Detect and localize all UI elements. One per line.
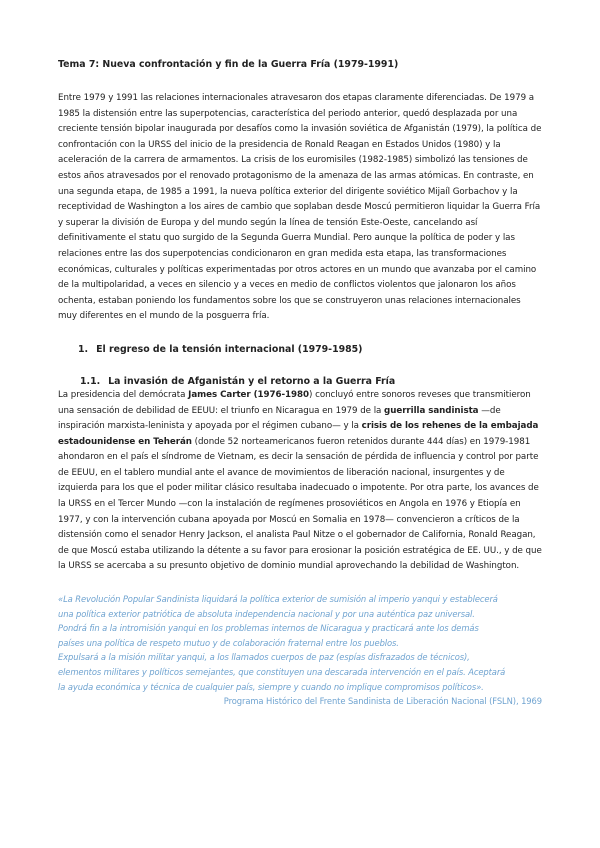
section-1-number: 1.: [78, 343, 89, 355]
text-run: —de inspiración marxista-leninista y apoyada por el régimen cubano— y la: [58, 405, 501, 432]
text-run: La presidencia del demócrata: [58, 389, 189, 400]
bold-run: crisis de los rehenes de la embajada estadounidense en Teherán: [58, 421, 539, 447]
quote-line: Expulsará a la misión militar yanqui, a los llamados cuerpos de paz (espías disfrazados de técnicos),: [58, 652, 470, 663]
section-1-1-number: 1.1.: [80, 375, 101, 387]
fsln-quote: [58, 592, 542, 709]
text-run: ) concluyó entre sonoros reveses que transmitieron una sensación de debilidad de EEUU: el triunfo en Nicaragua en 1979 de la: [58, 389, 531, 416]
quote-line: la ayuda económica y técnica de cualquier país, siempre y cuando no implique compromisos políticos».: [58, 681, 484, 692]
quote-line: «La Revolución Popular Sandinista liquidará la política exterior de sumisión al imperio yanqui y establecerá: [58, 594, 498, 605]
section-1-title: El regreso de la tensión internacional (1979-1985): [96, 343, 363, 355]
bold-run: James Carter (1976-1980: [188, 389, 310, 400]
bold-run: guerrilla sandinista: [384, 405, 479, 416]
quote-line: países una política de respeto mutuo y de colaboración fraternal entre los pueblos.: [58, 637, 399, 648]
quote-source: Programa Histórico del Frente Sandinista de Liberación Nacional (FSLN), 1969: [223, 696, 542, 707]
intro-paragraph: Entre 1979 y 1991 las relaciones internacionales atravesaron dos etapas claramente diferenciadas. De 1979 a 1985 la distensión entre las superpotencias, característica del periodo anterior, quedó desplazada por una creciente tensión bipolar inaugurada por desafíos como la invasión soviética de Afganistán (1979), la política de confrontación con la URSS del inicio de la presidencia de Ronald Reagan en Estados Unidos (1980) y la aceleración de la carrera de armamentos. La crisis de los euromisiles (1982-1985) simbolizó las tensiones de estos años atravesados por el renovado protagonismo de la amenaza de las armas atómicas. En contraste, en una segunda etapa, de 1985 a 1991, la nueva política exterior del dirigente soviético Mijaíl Gorbachov y la receptividad de Washington a los aires de cambio que soplaban desde Moscú permitieron liquidar la Guerra Fría y superar la división de Europa y del mundo según la línea de tensión Este-Oeste, cancelando así definitivamente el statu quo surgido de la Segunda Guerra Mundial. Pero aunque la política de poder y las relaciones entre las dos superpotencias condicionaron en gran medida esta etapa, las transformaciones económicas, culturales y políticas experimentadas por otros actores en un mundo que avanzaba por el camino de la multipolaridad, a veces en silencio y a veces en medio de conflictos violentos que jalonaron los años ochenta, estaban poniendo los fundamentos sobre los que se construyeron unas relaciones internacionales muy diferentes en el mundo de la posguerra fría.: [58, 93, 542, 322]
document-title: Tema 7: Nueva confrontación y fin de la Guerra Fría (1979-1991): [58, 59, 399, 70]
section-1-1-title: La invasión de Afganistán y el retorno a la Guerra Fría: [108, 375, 396, 387]
quote-line: elementos militares y políticos semejantes, que constituyen una descarada intervención en el país. Aceptará: [58, 667, 506, 677]
section-1-1-heading: [80, 375, 542, 388]
text-run: (donde 52 norteamericanos fueron retenidos durante 444 días) en 1979-1981 ahondaron en el país el síndrome de Vietnam, es decir la sensación de pérdida de influencia y control por parte de EEUU, en el tablero mundial ante el avance de movimientos de liberación nacional, insurgentes y de izquierda para los que el poder militar clásico resultaba inadecuado o impotente. Por otra parte, los avances de la URSS en el Tercer Mundo —con la instalación de regímenes prosoviéticos en Angola en 1976 y Etiopía en 1977, y con la intervención cubana apoyada por Moscú en Somalia en 1978— convencieron a críticos de la distensión como el senador Henry Jackson, el analista Paul Nitze o el gobernador de California, Ronald Reagan, de que Moscú estaba utilizando la détente a su favor para erosionar la posición estratégica de EE. UU., y de que la URSS se acercaba a su presunto objetivo de dominio mundial aprovechando la debilidad de Washington.: [58, 436, 542, 572]
carter-paragraph: [58, 388, 542, 575]
quote-line: una política exterior patriótica de absoluta independencia nacional y por una auténtica paz universal.: [58, 608, 475, 619]
section-1-heading: [78, 343, 542, 356]
quote-line: Pondrá fin a la intromisión yanqui en los problemas internos de Nicaragua y practicará ante los demás: [58, 623, 479, 634]
